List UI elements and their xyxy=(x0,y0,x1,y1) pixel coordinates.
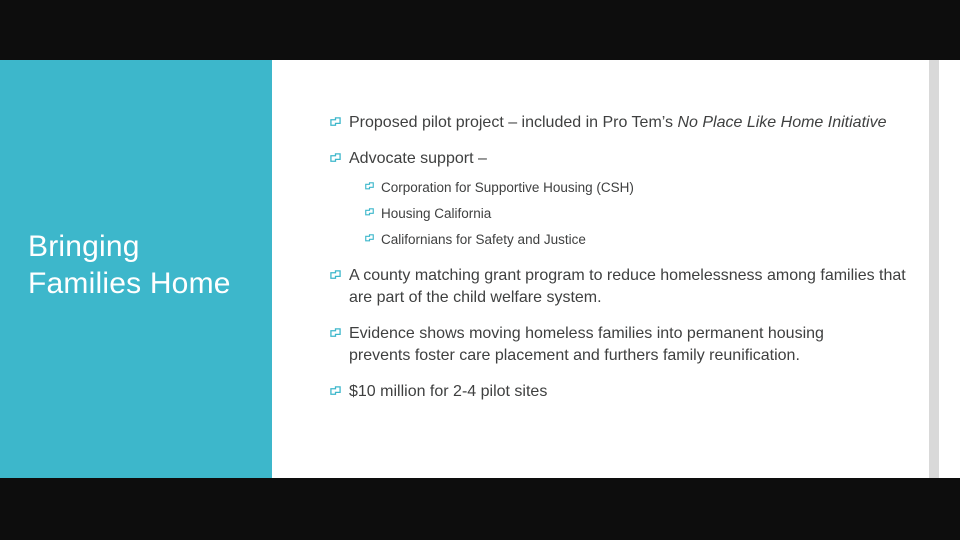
bullet-text: Evidence shows moving homeless families into permanent housing prevents foster care placement and furthers family reunification. xyxy=(349,325,824,364)
sub-bullet-text: Housing California xyxy=(381,206,492,221)
right-accent-strip xyxy=(929,60,939,478)
sub-bullet-text: Californians for Safety and Justice xyxy=(381,232,586,247)
sub-bullet-item-housing-california xyxy=(365,205,908,223)
bullet-item-proposed-pilot xyxy=(330,112,908,134)
bullet-text-normal: Proposed pilot project – included in Pro Tem’s xyxy=(349,114,678,131)
slide-body xyxy=(0,60,960,478)
step-arrow-bullet-icon xyxy=(330,148,349,164)
bullet-item-county-matching-grant xyxy=(330,265,908,309)
step-arrow-bullet-icon xyxy=(330,323,349,339)
bullet-text: $10 million for 2-4 pilot sites xyxy=(349,383,548,400)
step-arrow-bullet-icon xyxy=(330,265,349,281)
sub-bullet-item-safety-justice xyxy=(365,231,908,249)
step-arrow-bullet-icon xyxy=(365,205,381,217)
sub-bullet-text: Corporation for Supportive Housing (CSH) xyxy=(381,180,634,195)
bullet-item-pilot-funding xyxy=(330,381,908,403)
bullet-text xyxy=(349,112,886,134)
step-arrow-bullet-icon xyxy=(330,112,349,128)
bottom-black-bar xyxy=(0,478,960,540)
bullet-text-italic: No Place Like Home Initiative xyxy=(677,114,887,131)
sub-bullet-item-csh xyxy=(365,179,908,197)
sub-bullet-list xyxy=(365,179,908,249)
bullet-text: A county matching grant program to reduce homelessness among families that are part of the child welfare system. xyxy=(349,267,906,306)
top-black-bar xyxy=(0,0,960,60)
bullet-item-advocate-support xyxy=(330,148,908,170)
step-arrow-bullet-icon xyxy=(330,381,349,397)
step-arrow-bullet-icon xyxy=(365,179,381,191)
title-panel xyxy=(0,60,272,478)
bullet-text: Advocate support – xyxy=(349,150,487,167)
step-arrow-bullet-icon xyxy=(365,231,381,243)
slide-title: Bringing Families Home xyxy=(28,230,231,300)
slide-content xyxy=(330,112,908,417)
bullet-item-evidence xyxy=(330,323,908,367)
